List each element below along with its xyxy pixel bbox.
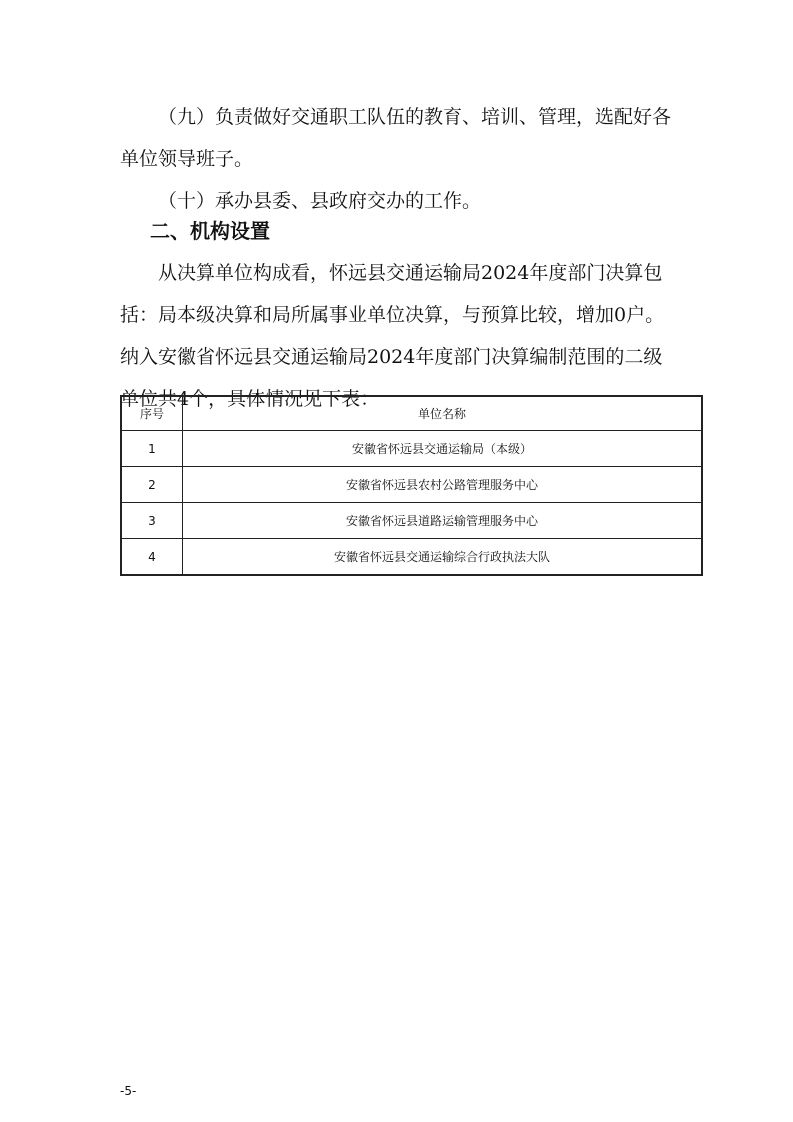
duty-item-10-paragraph: （十）承办县委、县政府交办的工作。 [158, 190, 482, 212]
row-unit-name: 安徽省怀远县交通运输局（本级） [183, 431, 703, 467]
row-serial-number: 1 [121, 431, 183, 467]
table-row [121, 503, 702, 539]
row-unit-name: 安徽省怀远县农村公路管理服务中心 [183, 467, 703, 503]
units-table [120, 395, 703, 576]
header-unit-name: 单位名称 [183, 396, 703, 431]
header-serial-number: 序号 [121, 396, 183, 431]
section-heading-org-setup: 二、机构设置 [150, 219, 270, 243]
row-unit-name: 安徽省怀远县道路运输管理服务中心 [183, 503, 703, 539]
table-row [121, 539, 702, 576]
table-row [121, 467, 702, 503]
row-serial-number: 2 [121, 467, 183, 503]
org-intro-paragraph: 从决算单位构成看，怀远县交通运输局2024年度部门决算包括：局本级决算和局所属事业单位决算，与预算比较，增加0户。纳入安徽省怀远县交通运输局2024年度部门决算编制范围的二级单位共4个，具体情况见下表： [120, 262, 665, 410]
page-number: -5- [120, 1084, 137, 1098]
table-header-row [121, 396, 702, 431]
row-unit-name: 安徽省怀远县交通运输综合行政执法大队 [183, 539, 703, 576]
row-serial-number: 4 [121, 539, 183, 576]
row-serial-number: 3 [121, 503, 183, 539]
duty-item-9-paragraph: （九）负责做好交通职工队伍的教育、培训、管理，选配好各单位领导班子。 [120, 106, 672, 170]
table-row [121, 431, 702, 467]
